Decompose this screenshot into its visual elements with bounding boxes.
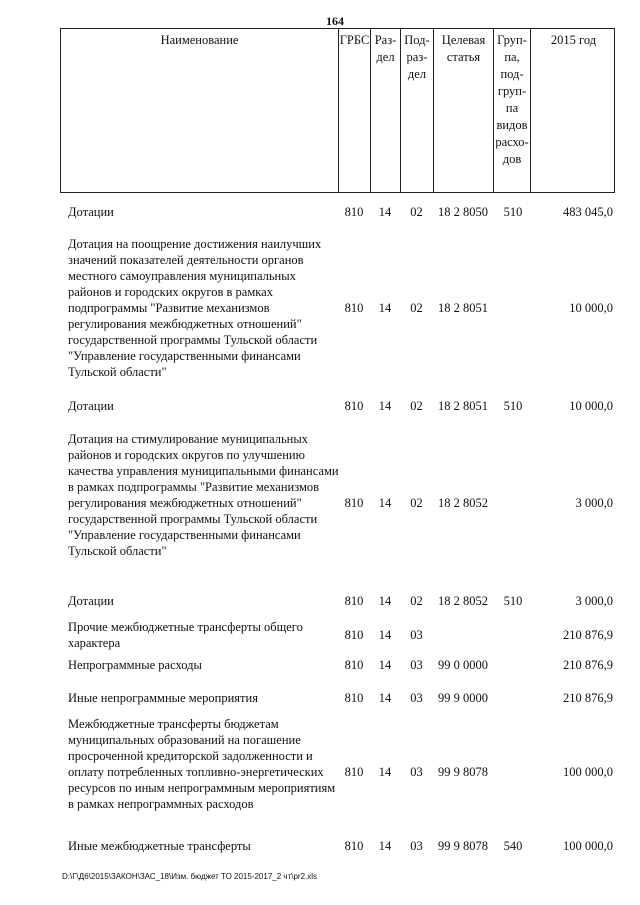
row-grbs: 810 xyxy=(344,765,364,779)
row-group: 540 xyxy=(503,839,523,853)
table-row xyxy=(60,593,615,609)
row-podrazdel: 02 xyxy=(410,399,423,413)
row-target: 99 0 0000 xyxy=(438,658,488,672)
row-amount: 210 876,9 xyxy=(563,628,613,642)
row-podrazdel: 02 xyxy=(410,301,423,315)
row-name: Дотация на поощрение достижения наилучших значений показателей деятельности органов местного самоуправления муниципальных районов и городских округов в рамках подпрограммы "Развитие механизмов регулирования межбюджетных отношений" государственной программы Тульской области "Управление государственными финансами Тульской области" xyxy=(68,237,322,379)
footer-file-path: D:\Г\Д6\2015\ЗАКОН\ЗАС_18\Изм. бюджет ТО 2015-2017_2 чт\pr2.xls xyxy=(62,872,318,881)
row-name: Иные непрограммные мероприятия xyxy=(68,691,258,705)
row-podrazdel: 03 xyxy=(410,691,423,705)
page-number: 164 xyxy=(326,14,344,28)
row-target: 99 9 8078 xyxy=(438,839,488,853)
row-grbs: 810 xyxy=(344,205,364,219)
row-podrazdel: 02 xyxy=(410,205,423,219)
header-year: 2015 год xyxy=(550,33,597,47)
row-name: Межбюджетные трансферты бюджетам муниципальных образований на погашение просроченной кредиторской задолженности и оплату потребленных топливно-энергетических ресурсов по иным непрограммным мероприятиям в рамках непрограммных расходов xyxy=(68,717,336,811)
row-razdel: 14 xyxy=(378,594,392,608)
header-name: Наименование xyxy=(61,29,339,192)
row-grbs: 810 xyxy=(344,628,364,642)
header-podrazdel: Под- раз- дел xyxy=(401,29,434,192)
row-target: 18 2 8051 xyxy=(438,301,488,315)
row-razdel: 14 xyxy=(378,628,392,642)
row-razdel: 14 xyxy=(378,301,392,315)
row-grbs: 810 xyxy=(344,839,364,853)
row-name: Непрограммные расходы xyxy=(68,658,202,672)
table-row xyxy=(60,619,615,651)
row-name: Прочие межбюджетные трансферты общего характера xyxy=(68,620,303,650)
row-razdel: 14 xyxy=(378,496,392,510)
row-grbs: 810 xyxy=(344,658,364,672)
table-row xyxy=(60,690,615,706)
row-amount: 483 045,0 xyxy=(563,205,613,219)
row-amount: 10 000,0 xyxy=(569,399,613,413)
row-grbs: 810 xyxy=(344,691,364,705)
row-podrazdel: 03 xyxy=(410,628,423,642)
row-podrazdel: 03 xyxy=(410,658,423,672)
table-row xyxy=(60,838,615,854)
row-target: 18 2 8051 xyxy=(438,399,488,413)
row-amount: 3 000,0 xyxy=(575,594,613,608)
row-target: 99 9 0000 xyxy=(438,691,488,705)
row-grbs: 810 xyxy=(344,496,364,510)
table-header xyxy=(60,28,615,193)
row-grbs: 810 xyxy=(344,301,364,315)
header-group: Груп- па, под- груп- па видов расхо- дов xyxy=(494,29,531,192)
row-podrazdel: 02 xyxy=(410,496,423,510)
row-razdel: 14 xyxy=(378,691,392,705)
row-name: Иные межбюджетные трансферты xyxy=(68,839,251,853)
row-amount: 210 876,9 xyxy=(563,691,613,705)
row-amount: 100 000,0 xyxy=(563,765,613,779)
table-row xyxy=(60,657,615,673)
row-target: 18 2 8052 xyxy=(438,496,488,510)
row-target: 99 9 8078 xyxy=(438,765,488,779)
row-razdel: 14 xyxy=(378,399,392,413)
row-amount: 210 876,9 xyxy=(563,658,613,672)
row-grbs: 810 xyxy=(344,594,364,608)
row-razdel: 14 xyxy=(378,839,392,853)
row-name: Дотации xyxy=(68,205,114,219)
row-podrazdel: 03 xyxy=(410,839,423,853)
row-target: 18 2 8050 xyxy=(438,205,488,219)
table-row xyxy=(60,204,615,220)
row-name: Дотации xyxy=(68,399,114,413)
header-grbs: ГРБС xyxy=(339,29,371,192)
table-row xyxy=(60,431,615,575)
row-amount: 10 000,0 xyxy=(569,301,613,315)
row-group: 510 xyxy=(503,205,523,219)
table-row xyxy=(60,236,615,380)
header-target: Целевая статья xyxy=(434,29,494,192)
row-target: 18 2 8052 xyxy=(438,594,488,608)
row-podrazdel: 02 xyxy=(410,594,423,608)
row-razdel: 14 xyxy=(378,658,392,672)
row-amount: 100 000,0 xyxy=(563,839,613,853)
row-name: Дотация на стимулирование муниципальных районов и городских округов по улучшению качества управления муниципальными финансами в рамках подпрограммы "Развитие механизмов регулирования межбюджетных отношений" государственной программы Тульской области "Управление государственными финансами Тульской области" xyxy=(68,432,339,558)
row-amount: 3 000,0 xyxy=(575,496,613,510)
table-row xyxy=(60,716,615,828)
row-razdel: 14 xyxy=(378,765,392,779)
row-razdel: 14 xyxy=(378,205,392,219)
header-razdel: Раз- дел xyxy=(371,29,401,192)
row-group: 510 xyxy=(503,594,523,608)
table-row xyxy=(60,398,615,414)
row-grbs: 810 xyxy=(344,399,364,413)
row-group: 510 xyxy=(503,399,523,413)
row-name: Дотации xyxy=(68,594,114,608)
row-podrazdel: 03 xyxy=(410,765,423,779)
